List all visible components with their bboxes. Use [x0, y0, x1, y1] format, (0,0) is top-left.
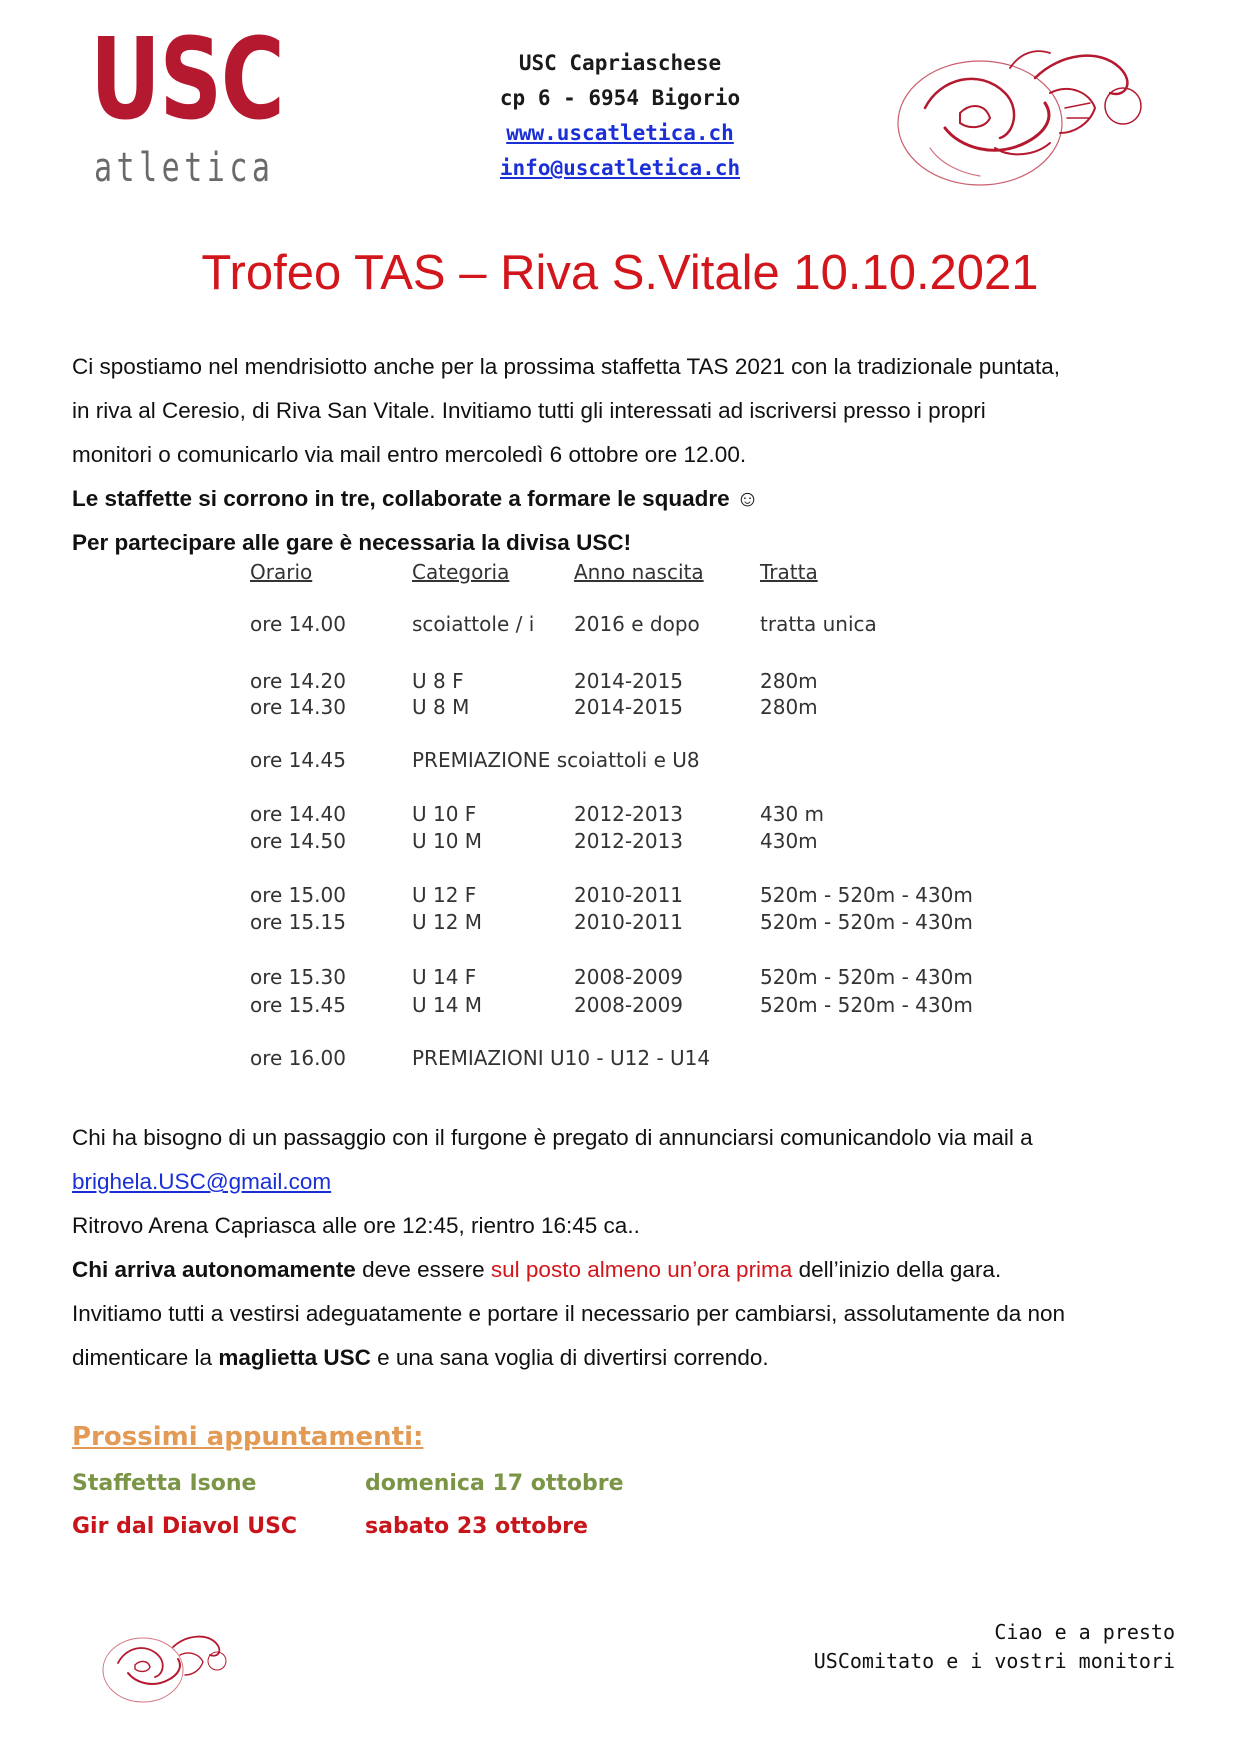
cell-distance: 430 m — [760, 802, 825, 826]
usc-atletica-logo — [90, 15, 284, 191]
event-name: Staffetta Isone — [72, 1471, 257, 1496]
cell-birth-year: 2010-2011 — [574, 910, 684, 934]
arrival-mid: deve essere — [355, 1257, 491, 1282]
closing-signature — [814, 1618, 1175, 1676]
cell-category: U 12 F — [412, 883, 477, 907]
intro-line: Ci spostiamo nel mendrisiotto anche per la prossima staffetta TAS 2021 con la tradizionale puntata, — [72, 354, 1061, 379]
schedule-header-row — [250, 560, 1050, 588]
cell-distance: 520m - 520m - 430m — [760, 993, 973, 1017]
cell-birth-year: 2012-2013 — [574, 829, 684, 853]
devil-mascot-icon — [885, 38, 1145, 198]
dress-end: e una sana voglia di divertirsi correndo. — [370, 1345, 769, 1370]
table-row — [250, 829, 1050, 857]
cell-time: ore 14.45 — [250, 748, 346, 772]
table-row — [250, 669, 1050, 697]
devil-mascot-small-icon — [98, 1625, 228, 1710]
list-item — [72, 1471, 772, 1501]
meeting-info: Ritrovo Arena Capriasca alle ore 12:45, rientro 16:45 ca.. — [72, 1213, 640, 1238]
table-row — [250, 1046, 1050, 1074]
table-row — [250, 910, 1050, 938]
cell-time: ore 15.30 — [250, 965, 346, 989]
transport-line: Chi ha bisogno di un passaggio con il furgone è pregato di annunciarsi comunicandolo via mail a — [72, 1125, 1033, 1150]
cell-time: ore 14.40 — [250, 802, 346, 826]
cell-birth-year: 2008-2009 — [574, 965, 684, 989]
transport-paragraph — [72, 1116, 1192, 1380]
header-categoria: Categoria — [412, 560, 510, 584]
table-row — [250, 883, 1050, 911]
dress-start: dimenticare la — [72, 1345, 219, 1370]
event-date: sabato 23 ottobre — [365, 1514, 588, 1539]
dress-line: Invitiamo tutti a vestirsi adeguatamente e portare il necessario per cambiarsi, assolutamente da non — [72, 1301, 1066, 1326]
cell-time: ore 14.50 — [250, 829, 346, 853]
table-row — [250, 748, 1050, 776]
table-row — [250, 695, 1050, 723]
intro-paragraph — [72, 345, 1192, 565]
cell-distance: tratta unica — [760, 612, 877, 636]
event-name: Gir dal Diavol USC — [72, 1514, 298, 1539]
dress-bold: maglietta USC — [218, 1345, 371, 1370]
cell-category: U 10 F — [412, 802, 477, 826]
cell-category: scoiattole / i — [412, 612, 535, 636]
email-link[interactable]: info@uscatletica.ch — [499, 156, 741, 180]
intro-line: in riva al Ceresio, di Riva San Vitale. Invitiamo tutti gli interessati ad iscriversi presso i propri — [72, 398, 986, 423]
logo-sub-text: atletica — [94, 145, 275, 191]
cell-category: U 8 M — [412, 695, 470, 719]
cell-category: U 8 F — [412, 669, 464, 693]
table-row — [250, 802, 1050, 830]
cell-birth-year: 2008-2009 — [574, 993, 684, 1017]
header-orario: Orario — [250, 560, 313, 584]
table-row — [250, 965, 1050, 993]
cell-distance: 520m - 520m - 430m — [760, 883, 973, 907]
table-row — [250, 612, 1050, 640]
cell-birth-year: 2010-2011 — [574, 883, 684, 907]
closing-greeting: Ciao e a presto — [994, 1620, 1175, 1644]
arrival-note — [72, 1248, 1192, 1292]
arrival-bold: Chi arriva autonomamente — [72, 1257, 356, 1282]
logo-main-text: USC — [90, 15, 284, 145]
cell-category: U 14 F — [412, 965, 477, 989]
relay-note: Le staffette si corrono in tre, collaborate a formare le squadre ☺ — [72, 486, 759, 511]
postal-address: cp 6 - 6954 Bigorio — [499, 86, 741, 110]
closing-sender: USComitato e i vostri monitori — [813, 1649, 1175, 1673]
cell-birth-year: 2016 e dopo — [574, 612, 700, 636]
org-name: USC Capriaschese — [518, 51, 722, 75]
cell-category: U 14 M — [412, 993, 483, 1017]
cell-distance: 430m — [760, 829, 818, 853]
website-link[interactable]: www.uscatletica.ch — [506, 121, 734, 145]
uniform-note: Per partecipare alle gare è necessaria la divisa USC! — [72, 530, 632, 555]
upcoming-title: Prossimi appuntamenti: — [72, 1422, 424, 1452]
intro-line: monitori o comunicarlo via mail entro mercoledì 6 ottobre ore 12.00. — [72, 442, 747, 467]
table-row — [250, 993, 1050, 1021]
cell-time: ore 15.45 — [250, 993, 346, 1017]
cell-distance: 280m — [760, 669, 818, 693]
cell-birth-year: 2014-2015 — [574, 669, 684, 693]
club-address — [480, 46, 760, 186]
cell-distance: 520m - 520m - 430m — [760, 965, 973, 989]
event-date: domenica 17 ottobre — [365, 1471, 624, 1496]
page-title: Trofeo TAS – Riva S.Vitale 10.10.2021 — [201, 246, 1039, 300]
arrival-end: dell’inizio della gara. — [792, 1257, 1002, 1282]
cell-time: ore 15.15 — [250, 910, 346, 934]
cell-birth-year: 2012-2013 — [574, 802, 684, 826]
header-tratta: Tratta — [760, 560, 818, 584]
cell-birth-year: 2014-2015 — [574, 695, 684, 719]
cell-category: PREMIAZIONE scoiattoli e U8 — [412, 748, 700, 772]
cell-category: U 10 M — [412, 829, 483, 853]
header-anno-nascita: Anno nascita — [574, 560, 704, 584]
cell-distance: 280m — [760, 695, 818, 719]
cell-time: ore 14.00 — [250, 612, 346, 636]
cell-category: U 12 M — [412, 910, 483, 934]
dress-line-2 — [72, 1336, 1192, 1380]
cell-distance: 520m - 520m - 430m — [760, 910, 973, 934]
transport-email-link[interactable]: brighela.USC@gmail.com — [72, 1169, 332, 1194]
cell-time: ore 15.00 — [250, 883, 346, 907]
cell-category: PREMIAZIONI U10 - U12 - U14 — [412, 1046, 711, 1070]
cell-time: ore 16.00 — [250, 1046, 346, 1070]
cell-time: ore 14.20 — [250, 669, 346, 693]
arrival-red: sul posto almeno un’ora prima — [490, 1257, 793, 1282]
cell-time: ore 14.30 — [250, 695, 346, 719]
list-item — [72, 1514, 772, 1544]
